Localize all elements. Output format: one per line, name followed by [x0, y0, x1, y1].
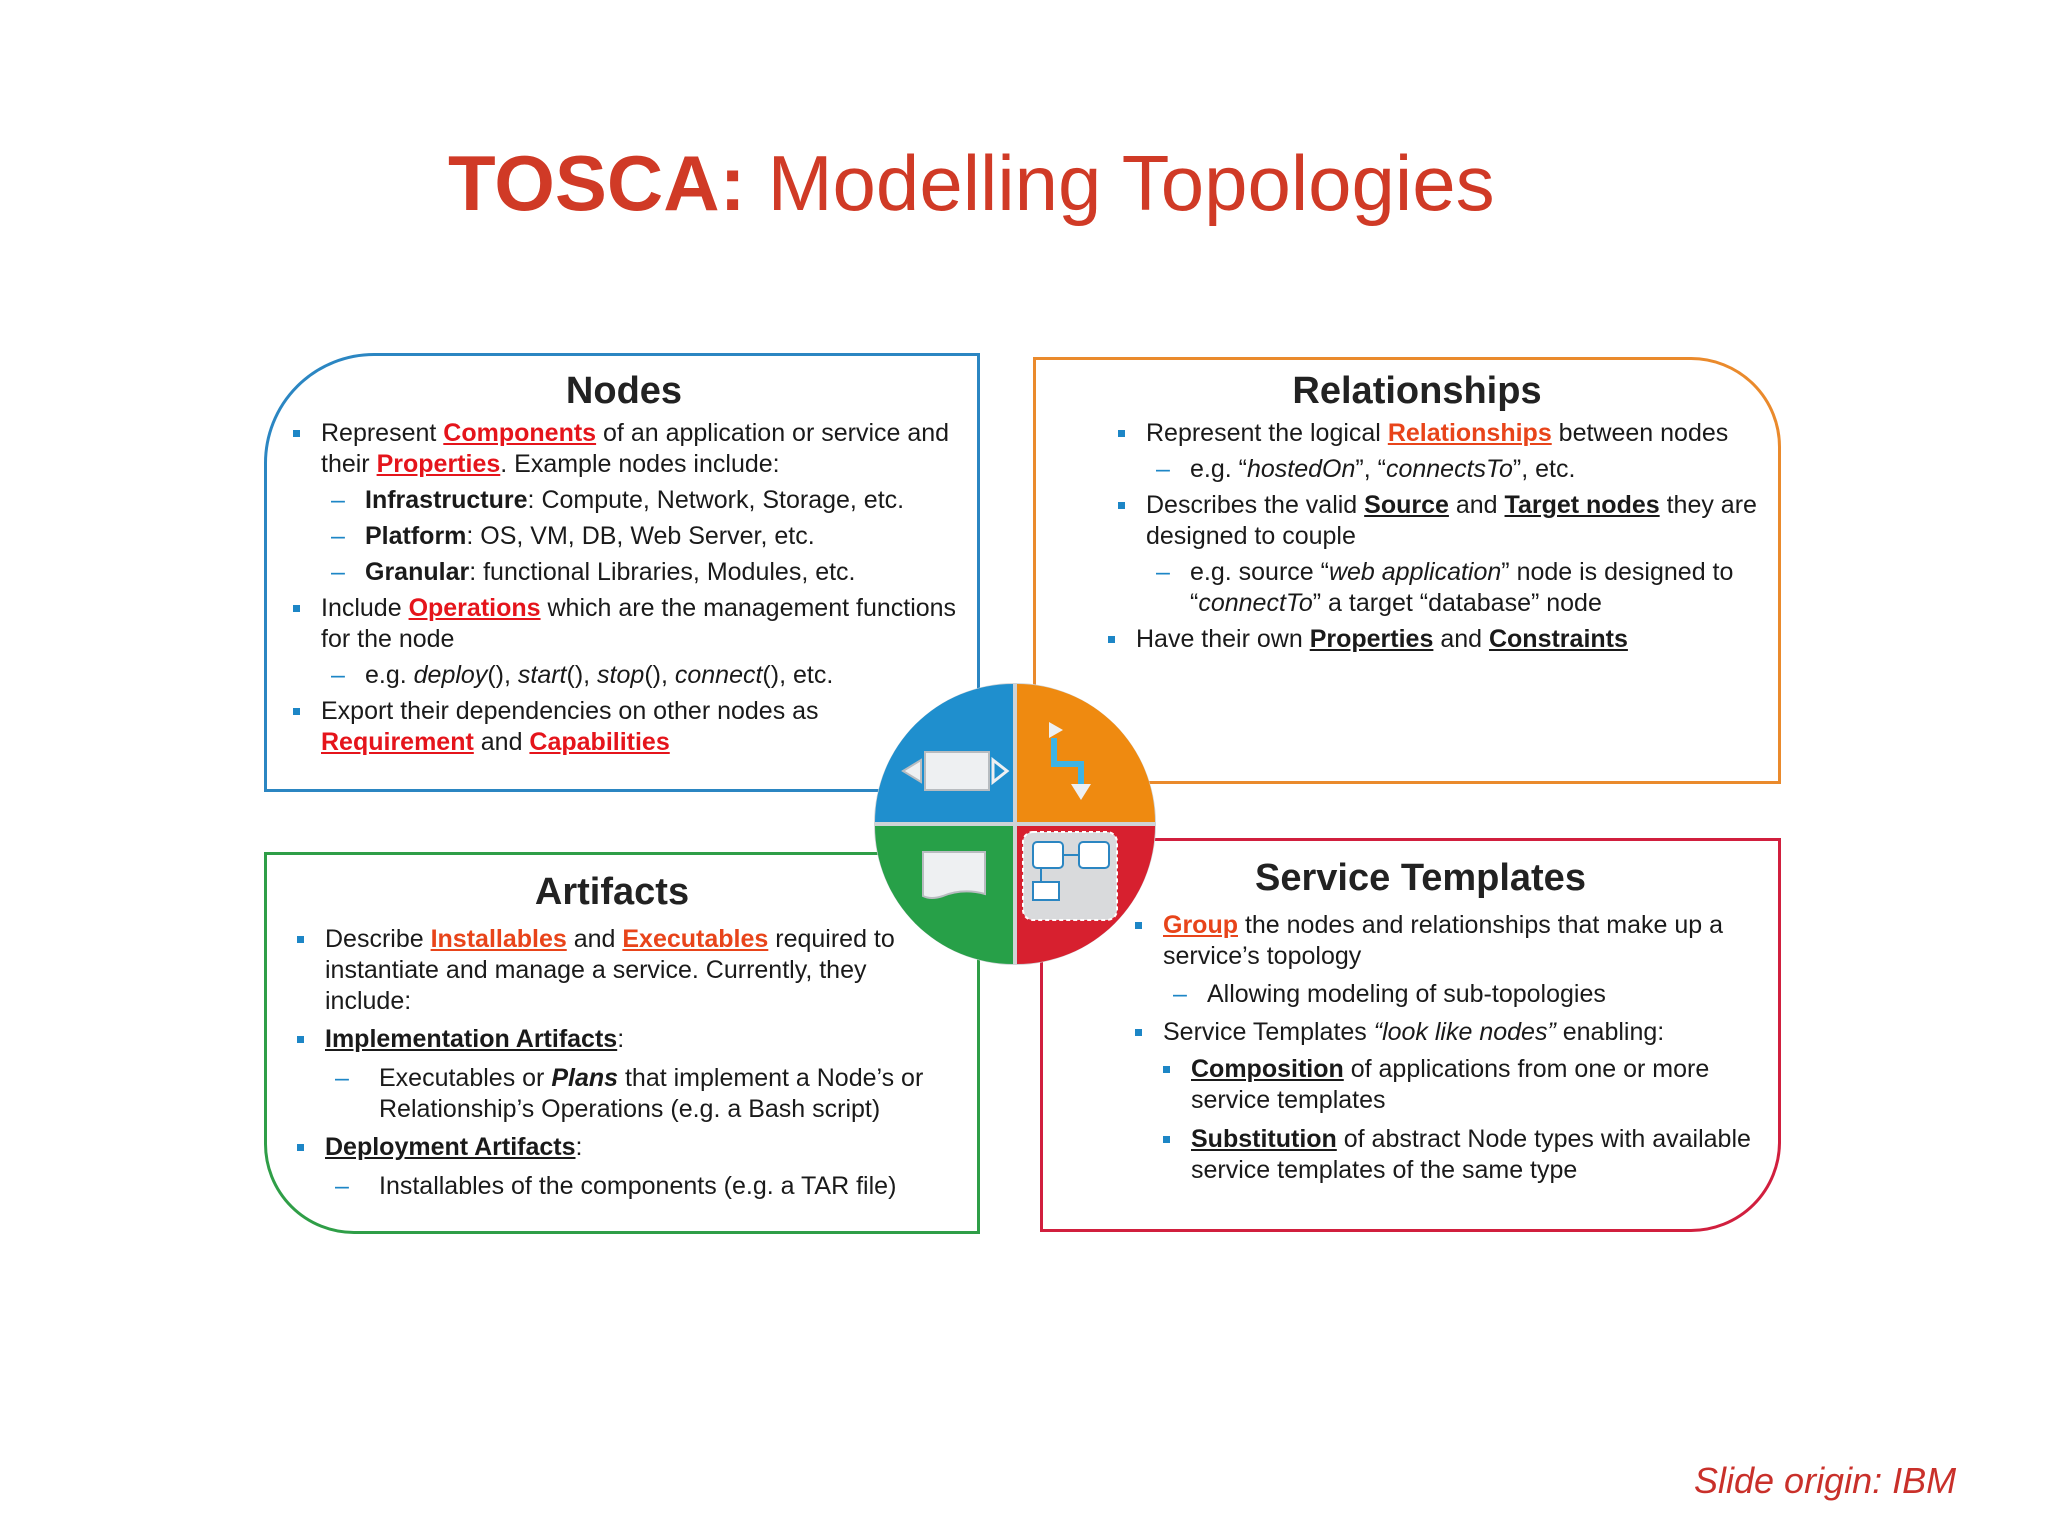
text: deploy [413, 661, 488, 689]
dash-bullet: – [1156, 455, 1170, 483]
text: e.g. source “ [1190, 558, 1329, 586]
nodes-heading: Nodes [565, 370, 683, 412]
text: Have their own [1136, 625, 1310, 653]
keyword: Deployment Artifacts [325, 1133, 576, 1161]
text: connectTo [1198, 589, 1313, 617]
list-item [291, 696, 957, 758]
keyword: Components [443, 419, 597, 447]
artifacts-heading: Artifacts [534, 871, 690, 913]
sub-item [1116, 454, 1758, 485]
keyword: Group [1163, 911, 1238, 939]
dash-bullet: – [1156, 558, 1170, 586]
keyword: Source [1364, 491, 1449, 519]
keyword: Constraints [1488, 625, 1628, 653]
text: which are the management functions for the node [321, 594, 957, 653]
keyword: Granular [365, 558, 470, 586]
service-template-icon [1023, 832, 1117, 920]
title-text: Modelling Topologies [767, 139, 1495, 227]
text: (), etc. [762, 661, 834, 689]
relationships-list [1116, 418, 1758, 655]
text: Describe [325, 925, 431, 953]
text: : Compute, Network, Storage, etc. [527, 486, 905, 514]
keyword: Target nodes [1504, 491, 1660, 519]
text: Installables of the components (e.g. a TAR file) [379, 1172, 897, 1200]
service-templates-list [1133, 910, 1758, 1186]
text: hostedOn [1246, 455, 1356, 483]
title-prefix: TOSCA: [448, 139, 746, 227]
text: (), [566, 661, 598, 689]
text: e.g. “ [1190, 455, 1247, 483]
keyword: Operations [408, 594, 541, 622]
text: required to instantiate and manage a service. Currently, they include: [325, 925, 895, 1015]
list-item [295, 1024, 957, 1055]
keyword: Requirement [321, 728, 474, 756]
text: and [473, 728, 530, 756]
keyword: Properties [376, 450, 501, 478]
text: enabling: [1555, 1018, 1665, 1046]
text: ”, etc. [1512, 455, 1576, 483]
keyword: Relationships [1387, 419, 1552, 447]
text: Describes the valid [1146, 491, 1365, 519]
text: e.g. [365, 661, 414, 689]
artifact-icon [923, 852, 985, 898]
sub-item [291, 557, 957, 588]
keyword: Platform [365, 522, 467, 550]
text: and [1448, 491, 1505, 519]
service-templates-heading: Service Templates [1255, 857, 1586, 899]
list-item [1106, 624, 1758, 655]
text: : [575, 1133, 583, 1161]
keyword: Capabilities [529, 728, 670, 756]
list-item [1116, 490, 1758, 552]
sub-item [291, 485, 957, 516]
dash-bullet: – [331, 522, 345, 550]
text: of applications from one or more service templates [1191, 1055, 1710, 1114]
sub-item [295, 1171, 957, 1202]
sub-item [291, 660, 957, 691]
list-item [291, 418, 957, 480]
text: Represent the logical [1146, 419, 1388, 447]
dash-bullet: – [331, 558, 345, 586]
slide-origin: Slide origin: IBM [1694, 1460, 1957, 1501]
text: of abstract Node types with available service templates of the same type [1191, 1125, 1751, 1184]
keyword: Substitution [1191, 1125, 1337, 1153]
text: Export their dependencies on other nodes as [321, 697, 819, 725]
slide-title [448, 138, 1495, 229]
list-item [291, 593, 957, 655]
text: ”, “ [1355, 455, 1386, 483]
text: (), [644, 661, 675, 689]
text: Plans [551, 1064, 619, 1092]
dash-bullet: – [335, 1172, 349, 1200]
text: : OS, VM, DB, Web Server, etc. [466, 522, 815, 550]
text: and [1433, 625, 1489, 653]
dash-bullet: – [1173, 980, 1187, 1008]
nested-item [1133, 1054, 1758, 1116]
relationships-heading: Relationships [1292, 370, 1542, 412]
text: stop [597, 661, 645, 689]
text: start [517, 661, 567, 689]
text: connect [674, 661, 763, 689]
keyword: Infrastructure [365, 486, 528, 514]
text: that implement a Node’s or Relationship’s Operations (e.g. a Bash script) [379, 1064, 924, 1123]
list-item [295, 924, 957, 1017]
keyword: Implementation Artifacts [325, 1025, 618, 1053]
relationships-quadrant [1017, 684, 1155, 822]
text: and [566, 925, 623, 953]
dash-bullet: – [335, 1064, 349, 1092]
keyword: Installables [430, 925, 567, 953]
text: connectsTo [1385, 455, 1513, 483]
keyword: Properties [1309, 625, 1434, 653]
keyword: Executables [622, 925, 769, 953]
text: (), [487, 661, 518, 689]
text: : functional Libraries, Modules, etc. [469, 558, 856, 586]
text: Include [321, 594, 409, 622]
tosca-wheel [873, 682, 1157, 966]
text: of an application or service and their [321, 419, 950, 478]
text: web application [1328, 558, 1502, 586]
text: ” a target “database” node [1312, 589, 1602, 617]
text: Allowing modeling of sub-topologies [1207, 980, 1606, 1008]
sub-item [1116, 557, 1758, 619]
list-item [295, 1132, 957, 1163]
nested-item [1133, 1124, 1758, 1186]
sub-item [1133, 979, 1758, 1010]
artifacts-list [295, 924, 957, 1202]
text: ” node is designed to “ [1190, 558, 1734, 617]
text: they are designed to couple [1146, 491, 1757, 550]
text: : [617, 1025, 625, 1053]
sub-item [295, 1063, 957, 1125]
text: Service Templates [1163, 1018, 1374, 1046]
text: between nodes [1551, 419, 1729, 447]
text: Executables or [379, 1064, 552, 1092]
dash-bullet: – [331, 661, 345, 689]
list-item [1116, 418, 1758, 449]
text: . Example nodes include: [500, 450, 780, 478]
list-item [1133, 1017, 1758, 1048]
text: the nodes and relationships that make up a service’s topology [1163, 911, 1724, 970]
list-item [1133, 910, 1758, 972]
dash-bullet: – [331, 486, 345, 514]
sub-item [291, 521, 957, 552]
nodes-list [291, 418, 957, 758]
text: Represent [321, 419, 444, 447]
text: “look like nodes” [1373, 1018, 1556, 1046]
keyword: Composition [1191, 1055, 1344, 1083]
